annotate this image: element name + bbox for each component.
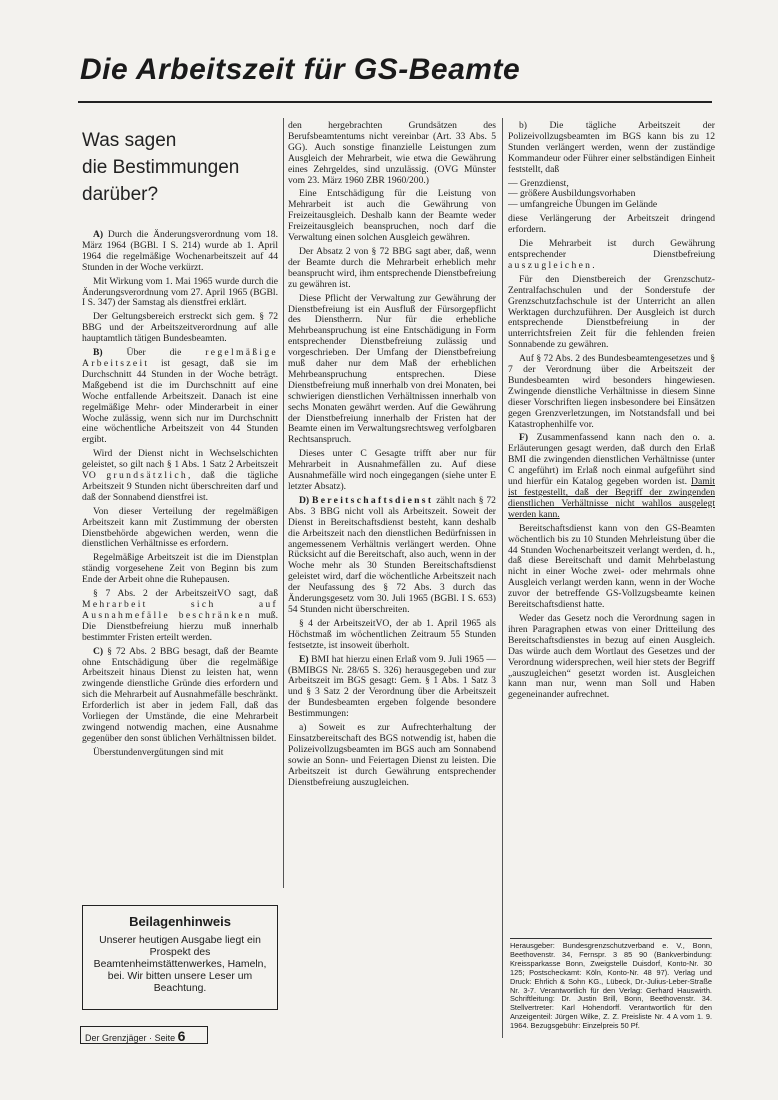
paragraph-b4: Regelmäßige Arbeitszeit ist die im Dienstplan ständig vorgesehene Zeit von Beginn bis zum Ende der Arbeit ohne die Ruhepausen.: [82, 552, 278, 586]
paragraph-col3-4: Für den Dienstbereich der Grenzschutz-Zentralfachschulen und der Sonderstufe der Grenzschutzfachschule ist der Unterricht an allen Werktagen durchzuführen. Der Ausgleich ist durch entsprechende Dienstbefreiung in der unterrichtsfreien Zeit für die fehlenden freien Sonnabende zu gewähren.: [508, 273, 715, 351]
page-number: 6: [177, 1028, 186, 1044]
imprint-rule: [510, 938, 712, 939]
paragraph-col2-4: Diese Pflicht der Verwaltung zur Gewährung der Dienstbefreiung ist ein Ausfluß der Fürsorgepflicht des Dienstherrn. Nur für die erhebliche Mehrbeanspruchung ist eine Entschädigung in Form entsprechender Dienstbefreiung zulässig und vorgeschrieben. Der Umfang der Dienstbefreiung muß daher nur dem Maß der erheblichen Mehrbeanspruchung entsprechen. Diese Dienstbefreiung muß innerhalb von drei Monaten, bei schwierigen dienstlichen Verhältnissen innerhalb von sechs Monaten gewährt werden. Auf die Gewährung der Dienstbefreiung innerhalb der Fristen hat der Beamte einen im Verwaltungsrechtsweg verfolgbaren Rechtsanspruch.: [288, 292, 496, 446]
paragraph-b2: Wird der Dienst nicht in Wechselschichten geleistet, so gilt nach § 1 Abs. 1 Satz 2 Arbeitszeit VO grundsätzlich, daß die tägliche Arbeitszeit 9 Stunden nicht überschreiten darf und daß der Sonnabend dienstfrei ist.: [82, 448, 278, 503]
paragraph-col3-3: Die Mehrarbeit ist durch Gewährung entsprechender Dienstbefreiung auszugleichen.: [508, 238, 715, 271]
paragraph-col2-1: den hergebrachten Grundsätzen des Berufsbeamtentums nicht vereinbar (Art. 33 Abs. 5 GG). Auch sonstige finanzielle Leistungen zum Ausgleich der Mehrarbeit, wie etwa die Gewährung eines Zehrgeldes, sind unzulässig. (OVG Münster vom 23. März 1960 ZBR 1960/200.): [288, 121, 496, 186]
headline-rule: [78, 101, 712, 103]
paragraph-a3: Der Geltungsbereich erstreckt sich gem. § 72 BBG und der Arbeitszeitverordnung auf alle hauptamtlich tätigen Bundesbeamten.: [82, 311, 278, 345]
page-footer: [80, 1026, 208, 1044]
paragraph-e2: a) Soweit es zur Aufrechterhaltung der Einsatzbereitschaft des BGS notwendig ist, haben die Polizeivollzugsbeamten im BGS auch am Sonnabend sowie an Sonn- und Feiertagen Dienst zu leisten. Die Arbeitszeit ist durch Gewährung entsprechender Dienstbefreiung auszugleichen.: [288, 722, 496, 788]
paragraph-d2: § 4 der ArbeitszeitVO, der ab 1. April 1965 als Höchstmaß im wöchentlichen Zeitraum 55 Stunden festsetzte, ist insoweit überholt.: [288, 617, 496, 651]
paragraph-f1: F) Zusammenfassend kann nach den o. a. Erläuterungen gesagt werden, daß durch den Erlaß BMI die zwingenden dienstlichen Verhältnisse (unter C angeführt) im Erlaß noch einmal aufgeführt sind und hierfür ein Katalog gegeben worden ist. Damit ist festgestellt, daß der Begriff der zwingenden dienstlichen Verhältnisse nicht wahllos ausgelegt werden kann.: [508, 432, 715, 520]
notice-title: Beilagenhinweis: [129, 914, 231, 929]
imprint-text: Herausgeber: Bundesgrenzschutzverband e. V., Bonn, Beethovenstr. 34, Fernspr. 3 85 90 (Bankverbindung: Kreissparkasse Bonn, Zweigstelle Duisdorf, Konto-Nr. 30 125; Postscheckamt: Köln, Konto-Nr. 48 97). Verlag und Druck: Ehrlich & Sohn KG., Lübeck, Dr.-Julius-Leber-Straße Nr. 3-7. Verantwortlich für den Verlag: Gerhard Hauswirth. Schriftleitung: Dr. Justin Brill, Bonn, Beethovenstr. 34. Stellvertreter: Karl Hohendorff. Verantwortlich für den Anzeigenteil: Jürgen Wilke, Z. Z. Preisliste Nr. 4 A vom 1. 9. 1964. Bezugsgebühr: Einzelpreis 50 Pf.: [510, 942, 712, 1031]
article-column-3: [508, 121, 715, 1026]
imprint: [510, 942, 712, 1072]
paragraph-a2: Mit Wirkung vom 1. Mai 1965 wurde durch die Änderungsverordnung vom 27. April 1965 (BGBl. I S. 347) der Samstag als dienstfrei erklärt.: [82, 275, 278, 309]
paragraph-b3: Von dieser Verteilung der regelmäßigen Arbeitszeit kann mit Zustimmung der obersten Dienstbehörde abgewichen werden, wenn die dienstlichen Verhältnisse es erfordern.: [82, 505, 278, 550]
list-item: — Grenzdienst,: [508, 177, 569, 189]
paragraph-col3-5: Auf § 72 Abs. 2 des Bundesbeamtengesetzes und § 7 der Verordnung über die Arbeitszeit der Bundesbeamten wird besonders hingewiesen. Zwingende dienstliche Verhältnisse in diesem Sinne dieser Vorschriften liegen insbesondere bei Einsätzen gegen Grenzverletzungen, im Notstandsfall und bei Katastrophenhilfe vor.: [508, 353, 715, 430]
article-column-1: [82, 121, 278, 891]
paragraph-e1: E) BMI hat hierzu einen Erlaß vom 9. Juli 1965 — (BMIBGS Nr. 28/65 S. 326) herausgegeben und zur Arbeitszeit im BGS gesagt: Gem. § 1 Abs. 1 Satz 3 und § 3 Satz 2 der Verordnung über die Arbeitszeit der Bundesbeamten ergeben folgende besondere Bestimmungen:: [288, 653, 496, 720]
publication-name: Der Grenzjäger: [85, 1033, 147, 1043]
paragraph-a1: A) Durch die Änderungsverordnung vom 18. März 1964 (BGBl. I S. 214) wurde ab 1. April 1964 die regelmäßige Wochenarbeitszeit auf 44 Stunden in der Woche verkürzt.: [82, 229, 278, 273]
paragraph-col3-6: Bereitschaftsdienst kann von den GS-Beamten wöchentlich bis zu 10 Stunden Mehrleistung über die 44 Stunden Wochenarbeitszeit verlangt werden, d. h., daß diese Bereitschaft und damit Mehrbelastung nicht in einer Woche zwei- oder mehrmals ohne Ausgleich verlangt werden kann, wenn in der Woche zuvor der betreffende GS-Vollzugsbeamte keinen Bereitschaftsdienst hatte.: [508, 522, 715, 611]
notice-body: Unserer heutigen Ausgabe liegt ein Prospekt des Beamtenheimstättenwerkes, Hameln, bei. Wir bitten unsere Leser um Beachtung.: [93, 935, 267, 994]
headline: Die Arbeitszeit für GS-Beamte: [80, 53, 521, 86]
paragraph-col2-3: Der Absatz 2 von § 72 BBG sagt aber, daß, wenn der Beamte durch die Mehrarbeit erheblich mehr beansprucht wird, ihm entsprechende Dienstbefreiung zu gewähren ist.: [288, 245, 496, 290]
section-title-line: die Bestimmungen: [82, 157, 240, 178]
paragraph-col3-1: b) Die tägliche Arbeitszeit der Polizeivollzugsbeamten im BGS kann bis zu 12 Stunden verlängert werden, wenn der zuständige Kommandeur oder Führer einer selbständigen Einheit feststellt, daß: [508, 121, 715, 175]
section-title-line: darüber?: [82, 184, 159, 205]
paragraph-col2-2: Eine Entschädigung für die Leistung von Mehrarbeit ist auch die Gewährung von Freizeitausgleich. Deshalb kann der Beamte weder Freizeitausgleich beanspruchen, noch darf die Verwaltung einen solchen Ausgleich gewähren.: [288, 188, 496, 244]
paragraph-b5: § 7 Abs. 2 der ArbeitszeitVO sagt, daß Mehrarbeit sich auf Ausnahmefälle beschränken muß. Die Dienstbefreiung hierzu muß innerhalb bestimmter Fristen erteilt werden.: [82, 588, 278, 643]
paragraph-col2-5: Dieses unter C Gesagte trifft aber nur für Mehrarbeit in Ausnahmefällen zu. Auf diese Ausnahmefälle wird noch eingegangen (siehe unter E letzter Absatz).: [288, 448, 496, 492]
column-divider-1: [283, 118, 284, 888]
list-item: — größere Ausbildungsvorhaben: [508, 188, 636, 200]
paragraph-c2: Überstundenvergütungen sind mit: [93, 746, 224, 758]
paragraph-d1: D) Bereitschaftsdienst zählt nach § 72 Abs. 3 BBG nicht voll als Arbeitszeit. Soweit der Dienst in Bereitschaftsdienst besteht, kann deshalb die Arbeitszeit nach den dienstlichen Bedürfnissen in angemessenem Verhältnis verlängert werden. Ohne Rücksicht auf die Bereitschaft, also auch, wenn in der Woche mehr als 30 Stunden Bereitschaftsdienst geleistet wird, darf die wöchentliche Arbeitszeit nach der Neufassung des § 72 Abs. 3 durch das Änderungsgesetz vom 30. Juli 1965 (BGBl. I S. 653) 54 Stunden nicht überschreiten.: [288, 494, 496, 615]
section-title-line: Was sagen: [82, 130, 177, 151]
paragraph-col3-2: diese Verlängerung der Arbeitszeit dringend erfordern.: [508, 213, 715, 236]
paragraph-col3-7: Weder das Gesetz noch die Verordnung sagen in ihren Paragraphen etwas von einer Dritteilung des Bereitschaftsdienstes in bezug auf einen Ausgleich. Das würde auch dem Wortlaut des Gesetzes und der Verordnung widersprechen, weil hier stets der Begriff „auszugleichen“ gesetzt worden ist. Ausgleichen kann man nur, wenn man Soll und Haben gegeneinander aufrechnet.: [508, 612, 715, 701]
section-title: [82, 127, 278, 208]
condition-list: [508, 179, 715, 212]
list-item: — umfangreiche Übungen im Gelände: [508, 199, 658, 211]
footer-separator: ·: [149, 1033, 153, 1043]
paragraph-c1: C) § 72 Abs. 2 BBG besagt, daß der Beamte ohne Entschädigung über die regelmäßige Arbeitszeit hinaus Dienst zu leisten hat, wenn zwingende dienstliche Gründe dies erfordern und sich die Mehrarbeit auf Ausnahmefälle beschränkt. Erforderlich ist aber in jedem Fall, daß das Vorliegen der Umstände, die eine Mehrarbeit zwingend notwendig machen, eine Ausnahme gegenüber den sonst üblichen Verhältnissen bildet.: [82, 645, 278, 744]
article-column-2: [288, 121, 496, 1036]
footer-page-word: Seite: [154, 1033, 176, 1043]
paragraph-b1: B) Über die regelmäßige Arbeitszeit ist gesagt, daß sie im Durchschnitt 44 Stunden in der Woche beträgt. Maßgebend ist die im Durchschnitt auf eine Woche entfallende Arbeitszeit. Danach ist eine regelmäßige Mehr- oder Minderarbeit in einer Woche zulässig, wenn sich nur im Durchschnitt eine wöchentliche Arbeitszeit von 44 Stunden ergibt.: [82, 347, 278, 446]
column-divider-2: [502, 118, 503, 1038]
supplement-notice-box: [82, 905, 278, 1010]
